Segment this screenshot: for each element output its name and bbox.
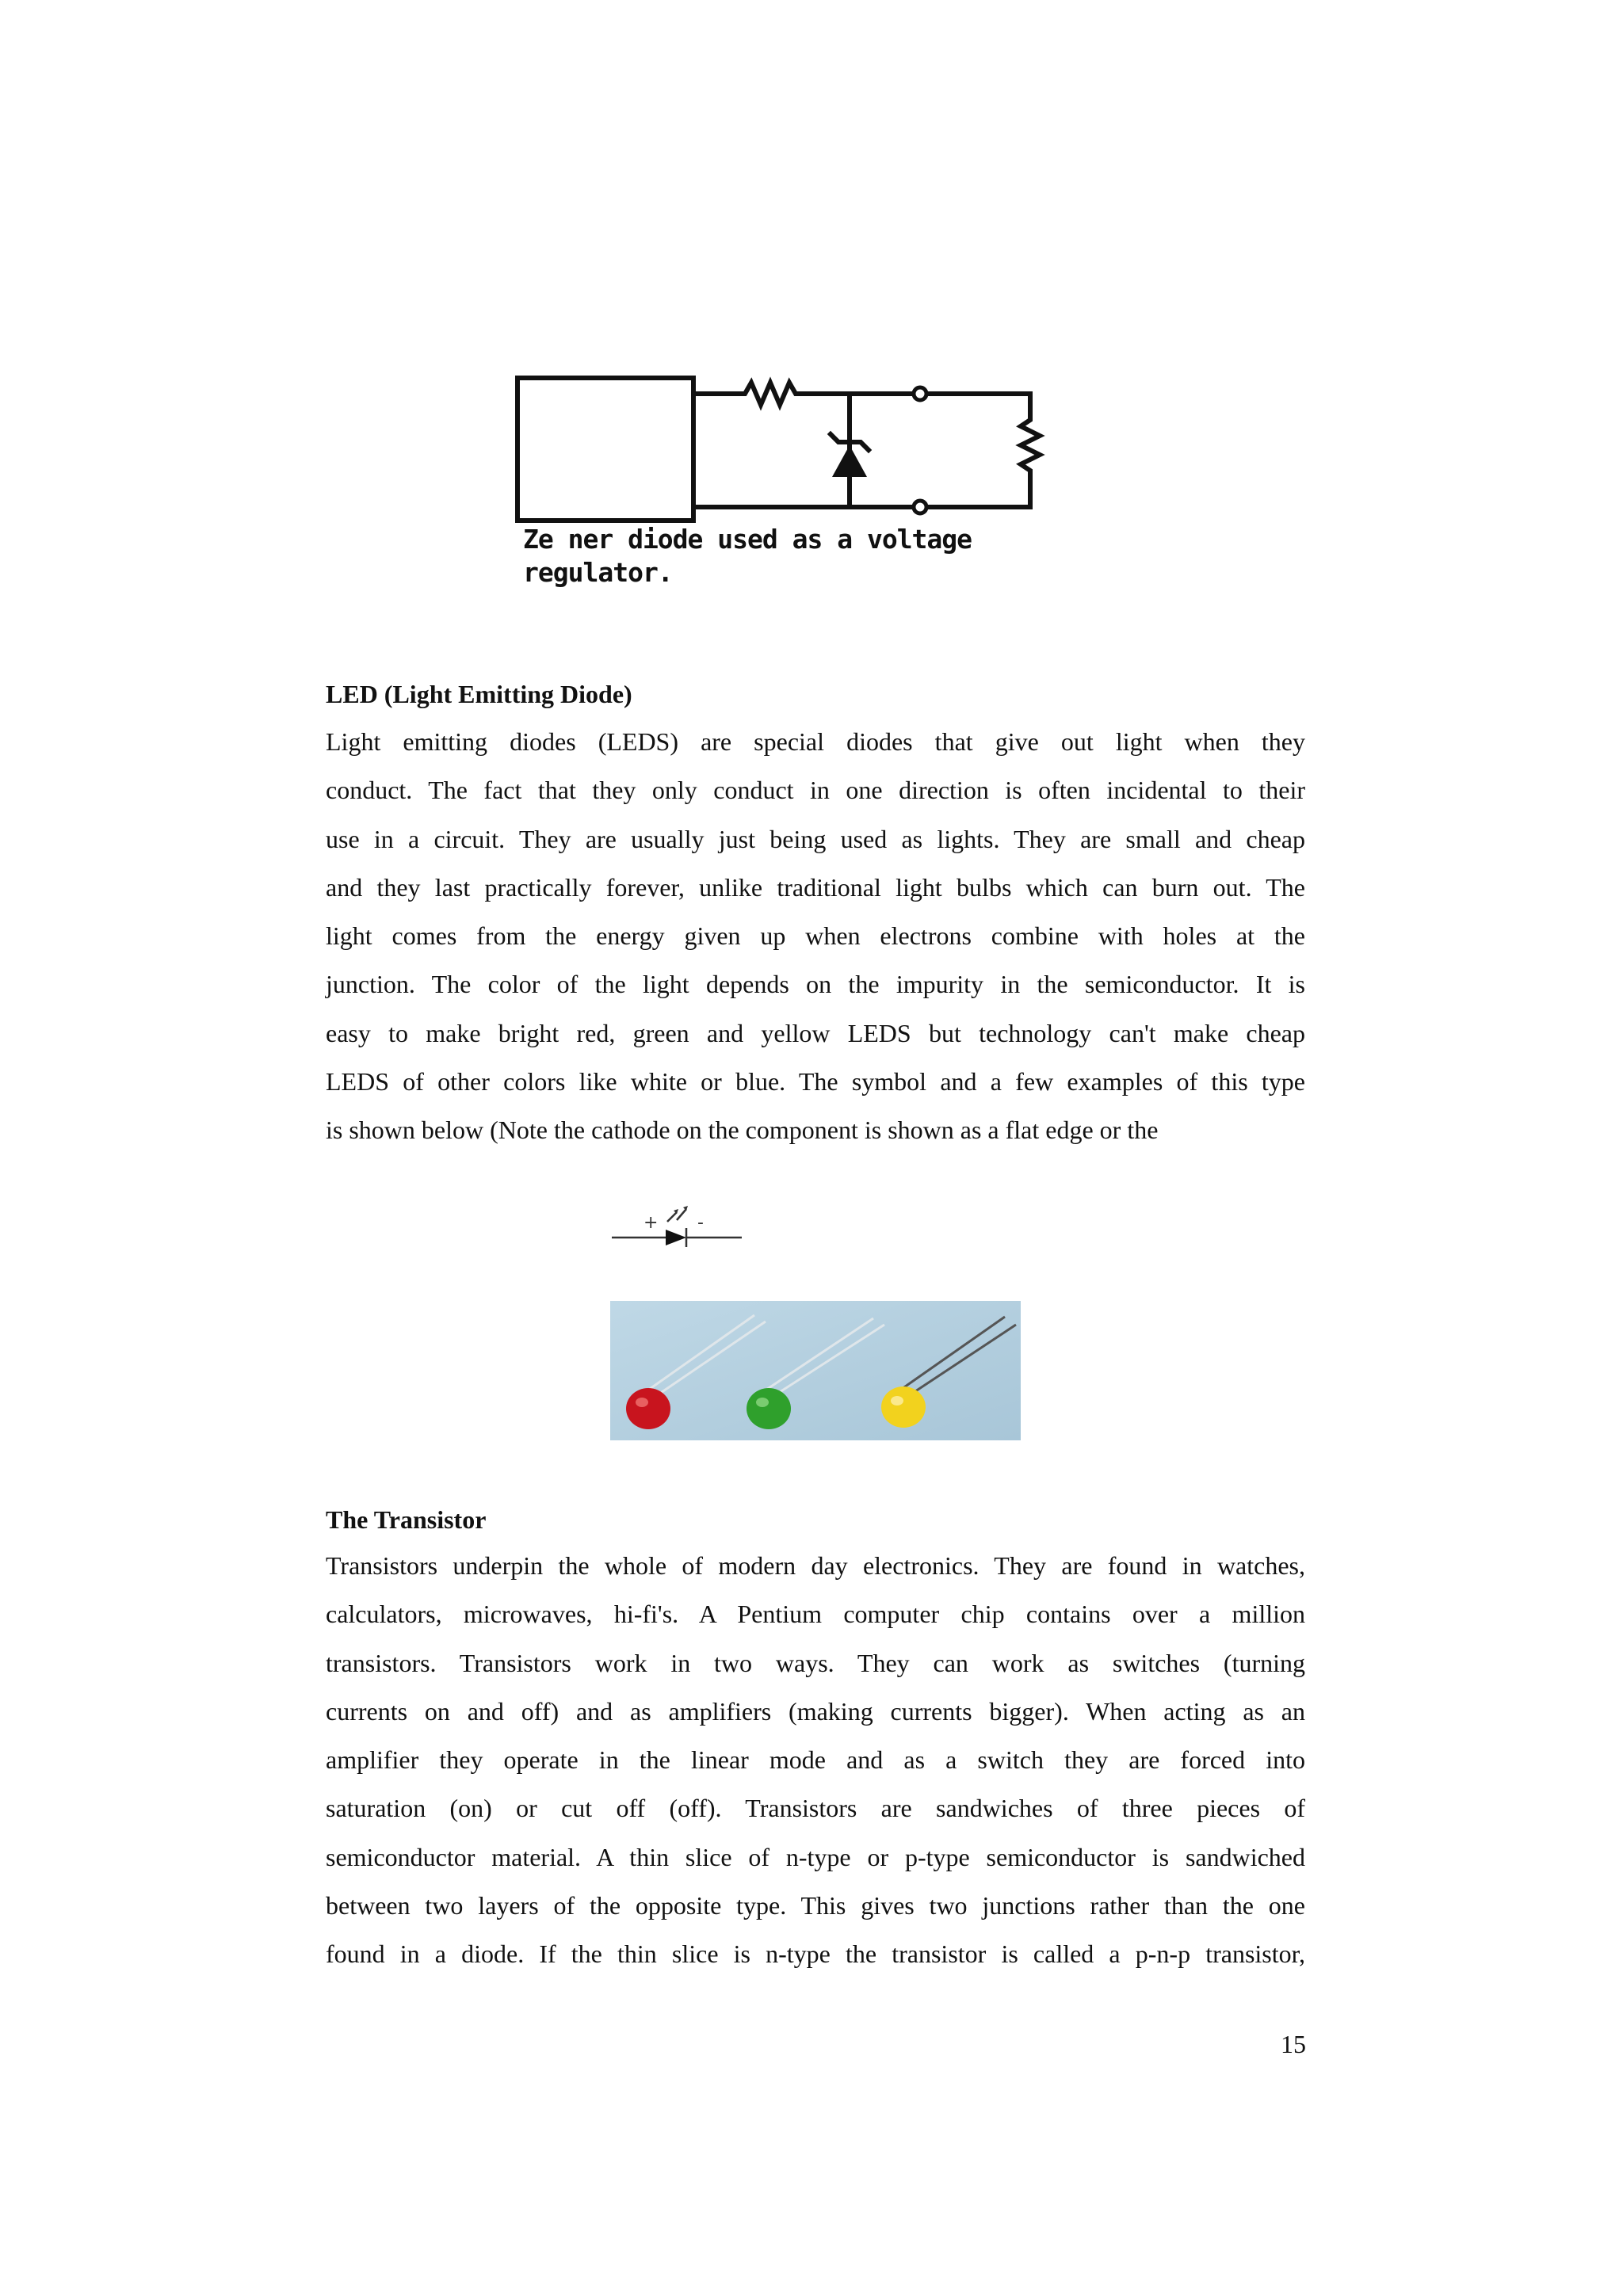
zener-diode-triangle [832,445,867,477]
transistor-line: found in a diode. If the thin slice is n-type the transistor is called a p-n-p transistor, [326,1939,1305,1969]
led-plus-label: + [643,1213,659,1233]
led-line: is shown below (Note the cathode on the component is shown as a flat edge or the [326,1116,1159,1145]
red-led [626,1388,670,1429]
led-line: conduct. The fact that they only conduct in one direction is often incidental to their [326,776,1305,805]
led-paragraph [326,718,1305,1155]
transistor-line: semiconductor material. A thin slice of n-type or p-type semiconductor is sandwiched [326,1842,1305,1871]
transistor-heading: The Transistor [326,1505,487,1534]
zener-figure-caption: Ze ner diode used as a voltage regulator. [523,524,972,588]
led-line: Light emitting diodes (LEDS) are special diodes that give out light when they [326,727,1305,756]
led-photo [610,1301,1021,1440]
yellow-led [881,1386,926,1428]
zener-regulator-figure [507,357,1078,594]
transistor-line: saturation (on) or cut off (off). Transistors are sandwiches of three pieces of [326,1794,1305,1823]
source-box [517,378,693,521]
transistor-line: Transistors underpin the whole of modern day electronics. They are found in watches, [326,1551,1305,1580]
led-photo-image [610,1301,1021,1440]
page-number: 15 [1281,2030,1306,2058]
output-terminal-top [914,387,926,400]
led-symbol-figure [610,1196,753,1252]
load-resistor [927,394,1040,507]
transistor-line: between two layers of the opposite type. This gives two junctions rather than the one [326,1891,1305,1920]
led-line: use in a circuit. They are usually just being used as lights. They are small and cheap [326,824,1305,853]
led-line: light comes from the energy given up when electrons combine with holes at the [326,921,1305,951]
transistor-line: calculators, microwaves, hi-fi's. A Pentium computer chip contains over a million [326,1600,1305,1629]
led-symbol-icon [610,1196,753,1252]
led-heading: LED (Light Emitting Diode) [326,680,632,708]
transistor-paragraph [326,1542,1305,1979]
transistor-line: amplifier they operate in the linear mode and as a switch they are forced into [326,1745,1305,1775]
transistor-line: currents on and off) and as amplifiers (making currents bigger). When acting as an [326,1696,1305,1726]
led-line: easy to make bright red, green and yellow LEDS but technology can't make cheap [326,1018,1305,1047]
led-line: junction. The color of the light depends on the impurity in the semiconductor. It is [326,970,1305,999]
led-minus-label: - [697,1213,704,1233]
series-resistor [693,383,913,405]
transistor-line: transistors. Transistors work in two ways. They can work as switches (turning [326,1648,1305,1677]
green-led [747,1388,791,1429]
led-line: LEDS of other colors like white or blue. The symbol and a few examples of this type [326,1067,1305,1097]
output-terminal-bottom [914,501,926,513]
zener-circuit-diagram [507,357,1078,523]
led-line: and they last practically forever, unlike traditional light bulbs which can burn out. The [326,872,1305,902]
